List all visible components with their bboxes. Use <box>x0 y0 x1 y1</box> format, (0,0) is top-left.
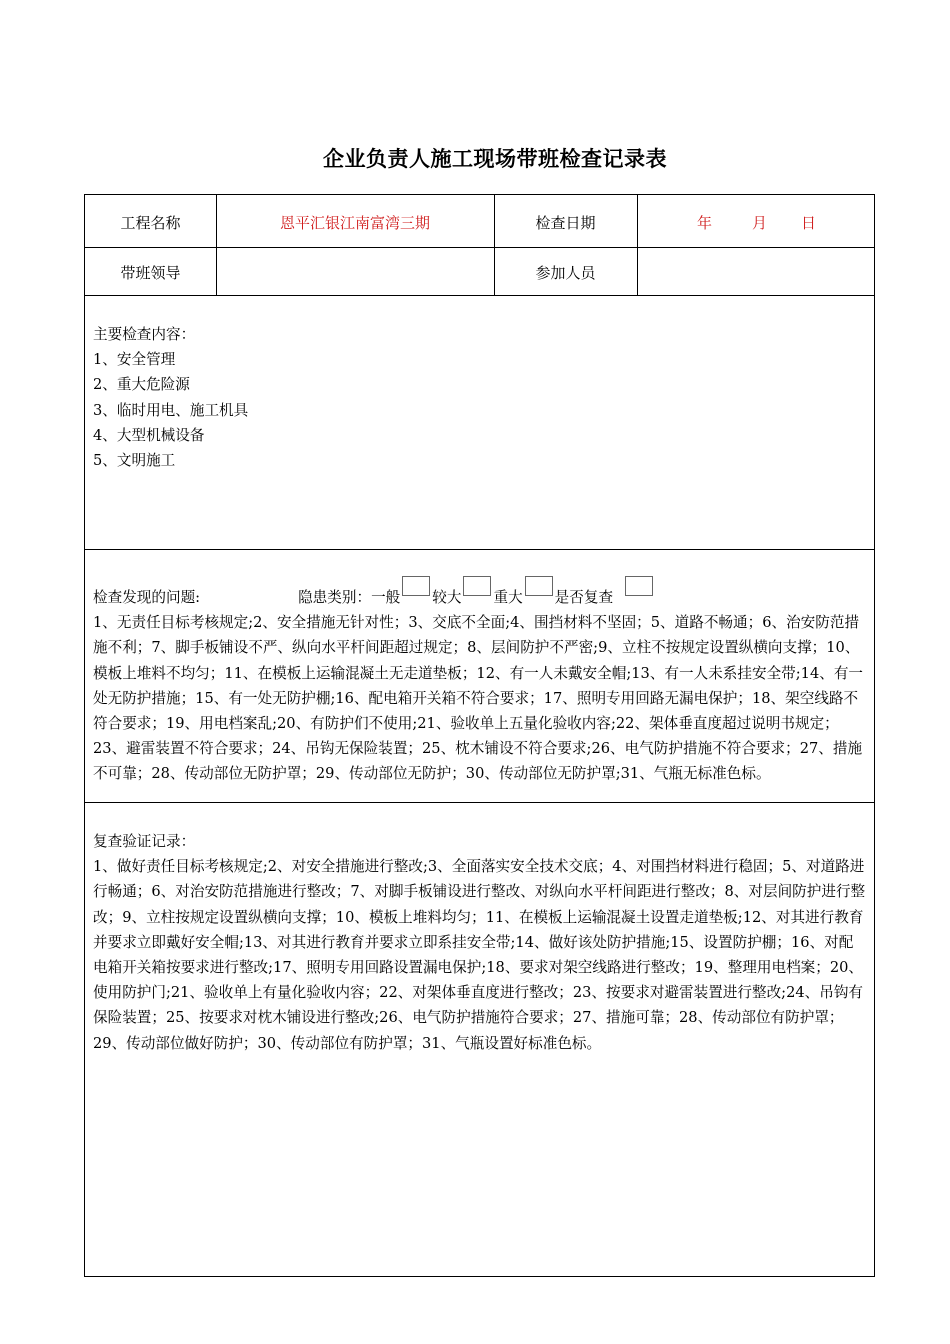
form-title: 企业负责人施工现场带班检查记录表 <box>323 146 667 171</box>
project-name-label: 工程名称 <box>120 214 181 232</box>
hazard-option-general: 一般 <box>371 589 401 606</box>
date-month: 月 <box>751 214 767 232</box>
recheck-label: 是否复查 <box>554 589 614 606</box>
main-content-item: 4、大型机械设备 <box>93 426 205 444</box>
date-year: 年 <box>696 214 712 232</box>
problems-heading: 检查发现的问题: <box>93 589 201 606</box>
review-heading: 复查验证记录： <box>93 833 196 850</box>
main-content-item: 1、安全管理 <box>93 351 176 369</box>
row-divider <box>85 802 874 803</box>
large-checkbox[interactable] <box>463 576 491 596</box>
recheck-checkbox[interactable] <box>625 576 653 596</box>
problems-text: 1、无责任目标考核规定;2、安全措施无针对性；3、交底不全面;4、围挡材料不坚固；5、道路不畅通；6、治安防范措施不利；7、脚手板铺设不严、纵向水平杆间距超过规定；8、层间防护不严密;9、立柱不按规定设置纵横向支撑；10、模板上堆料不均匀；11、在模板上运输混凝土无走道垫板；12、有一人未戴安全帽;13、有一人未系挂安全带;14、有一处无防护措施；15、有一处无防护棚;16、配电箱开关箱不符合要求；17、照明专用回路无漏电保护；18、架空线路不符合要求；19、用电档案乱;20、有防护们不使用;21、验收单上五量化验收内容;22、架体垂直度超过说明书规定；23、避雷装置不符合要求；24、吊钩无保险装置；25、枕木铺设不符合要求;26、电气防护措施不符合要求；27、措施不可靠；28、传动部位无防护罩；29、传动部位无防护；30、传动部位无防护罩;31、气瓶无标准色标。 <box>93 614 864 783</box>
row-divider <box>85 295 874 296</box>
date-day: 日 <box>801 214 817 232</box>
hazard-option-large: 较大 <box>432 589 462 606</box>
main-content-section <box>93 322 866 473</box>
main-content-item: 5、文明施工 <box>93 452 176 470</box>
problems-header-row <box>93 576 866 610</box>
col-divider <box>637 195 638 295</box>
project-name-value[interactable]: 恩平汇银江南富湾三期 <box>279 214 430 232</box>
inspection-form <box>84 194 875 1277</box>
hazard-category-label: 隐患类别： <box>298 589 372 606</box>
row-divider <box>85 247 874 248</box>
inspection-date-label: 检查日期 <box>535 214 596 232</box>
main-content-item: 2、重大危险源 <box>93 376 190 394</box>
participants-label: 参加人员 <box>535 264 596 282</box>
hazard-option-major: 重大 <box>493 589 523 606</box>
col-divider <box>216 195 217 295</box>
row-divider <box>85 549 874 550</box>
major-checkbox[interactable] <box>525 576 553 596</box>
review-text: 1、做好责任目标考核规定;2、对安全措施进行整改;3、全面落实安全技术交底；4、对围挡材料进行稳固；5、对道路进行畅通；6、对治安防范措施进行整改；7、对脚手板铺设进行整改、对纵向水平杆间距进行整改；8、对层间防护进行整改；9、立柱按规定设置纵横向支撑；10、模板上堆料均匀；11、在模板上运输混凝土设置走道垫板;12、对其进行教育并要求立即戴好安全帽;13、对其进行教育并要求立即系挂安全带;14、做好该处防护措施;15、设置防护棚；16、对配电箱开关箱按要求进行整改;17、照明专用回路设置漏电保护;18、要求对架空线路进行整改；19、整理用电档案；20、使用防护门;21、验收单上有量化验收内容；22、对架体垂直度进行整改；23、按要求对避雷装置进行整改;24、吊钩有保险装置；25、按要求对枕木铺设进行整改;26、电气防护措施符合要求；27、措施可靠；28、传动部位有防护罩；29、传动部位做好防护；30、传动部位有防护罩；31、气瓶设置好标准色标。 <box>93 858 866 1052</box>
review-section <box>93 829 866 1056</box>
inspection-date-value[interactable] <box>637 212 876 233</box>
leader-label: 带班领导 <box>120 264 181 282</box>
general-checkbox[interactable] <box>402 576 430 596</box>
main-content-item: 3、临时用电、施工机具 <box>93 401 249 419</box>
problems-section <box>93 576 866 787</box>
main-content-heading: 主要检查内容： <box>93 326 196 343</box>
